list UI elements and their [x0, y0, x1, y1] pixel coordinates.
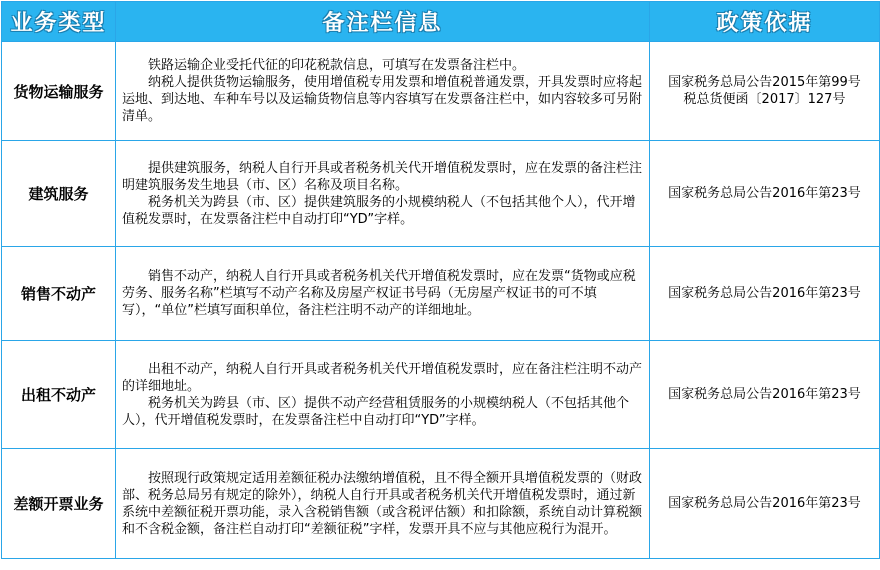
notes-cell: [116, 449, 650, 559]
notes-paragraph: 提供建筑服务，纳税人自行开具或者税务机关代开增值税发票时，应在发票的备注栏注明建筑服务发生地县（市、区）名称及项目名称。: [122, 160, 643, 193]
policy-table: [1, 1, 880, 559]
notes-paragraph: 税务机关为跨县（市、区）提供建筑服务的小规模纳税人（不包括其他个人），代开增值税发票时，在发票备注栏中自动打印“YD”字样。: [122, 194, 636, 227]
business-type-cell: 建筑服务: [2, 141, 116, 247]
policy-cell: [650, 247, 880, 341]
table-row-differential-invoicing: [2, 449, 880, 559]
notes-paragraph: 税务机关为跨县（市、区）提供不动产经营租赁服务的小规模纳税人（不包括其他个人），代开增值税发票时，在发票备注栏中自动打印“YD”字样。: [122, 395, 630, 428]
policy-cell: [650, 341, 880, 449]
policy-reference: 税总货便函〔2017〕127号: [683, 92, 846, 107]
header-notes-info: 备注栏信息: [116, 2, 650, 42]
notes-paragraph: 铁路运输企业受托代征的印花税款信息，可填写在发票备注栏中。: [148, 58, 526, 73]
policy-cell: [650, 141, 880, 247]
table-row-sell-real-estate: [2, 247, 880, 341]
policy-reference: 国家税务总局公告2016年第23号: [668, 286, 861, 301]
table-row-cargo-transport: [2, 42, 880, 141]
notes-cell: [116, 341, 650, 449]
notes-paragraph: 按照现行政策规定适用差额征税办法缴纳增值税，且不得全额开具增值税发票的（财政部、税务总局另有规定的除外），纳税人自行开具或者税务机关代开增值税发票时，通过新系统中差额征税开票功能，录入含税销售额（或含税评估额）和扣除额，系统自动计算税额和不含税金额，备注栏自动打印“差额征税”字样，发票开具不应与其他应税行为混开。: [122, 470, 643, 537]
notes-paragraph: 出租不动产，纳税人自行开具或者税务机关代开增值税发票时，应在备注栏注明不动产的详细地址。: [122, 361, 643, 394]
header-business-type: 业务类型: [2, 2, 116, 42]
notes-cell: [116, 141, 650, 247]
business-type-cell: 差额开票业务: [2, 449, 116, 559]
business-type-cell: 货物运输服务: [2, 42, 116, 141]
notes-paragraph: 销售不动产，纳税人自行开具或者税务机关代开增值税发票时，应在发票“货物或应税劳务、服务名称”栏填写不动产名称及房屋产权证书号码（无房屋产权证书的可不填写），“单位”栏填写面积单位，备注栏注明不动产的详细地址。: [122, 269, 636, 318]
header-row: [2, 2, 880, 42]
business-type-cell: 销售不动产: [2, 247, 116, 341]
policy-cell: [650, 449, 880, 559]
notes-cell: [116, 247, 650, 341]
policy-reference: 国家税务总局公告2016年第23号: [668, 496, 861, 511]
policy-reference: 国家税务总局公告2016年第23号: [668, 387, 861, 402]
notes-paragraph: 纳税人提供货物运输服务，使用增值税专用发票和增值税普通发票，开具发票时应将起运地、到达地、车种车号以及运输货物信息等内容填写在发票备注栏中，如内容较多可另附清单。: [122, 75, 643, 124]
table-row-construction: [2, 141, 880, 247]
policy-reference: 国家税务总局公告2016年第23号: [668, 186, 861, 201]
business-type-cell: 出租不动产: [2, 341, 116, 449]
table-row-rent-real-estate: [2, 341, 880, 449]
header-policy-basis: 政策依据: [650, 2, 880, 42]
policy-reference: 国家税务总局公告2015年第99号: [668, 75, 861, 90]
policy-cell: [650, 42, 880, 141]
notes-cell: [116, 42, 650, 141]
